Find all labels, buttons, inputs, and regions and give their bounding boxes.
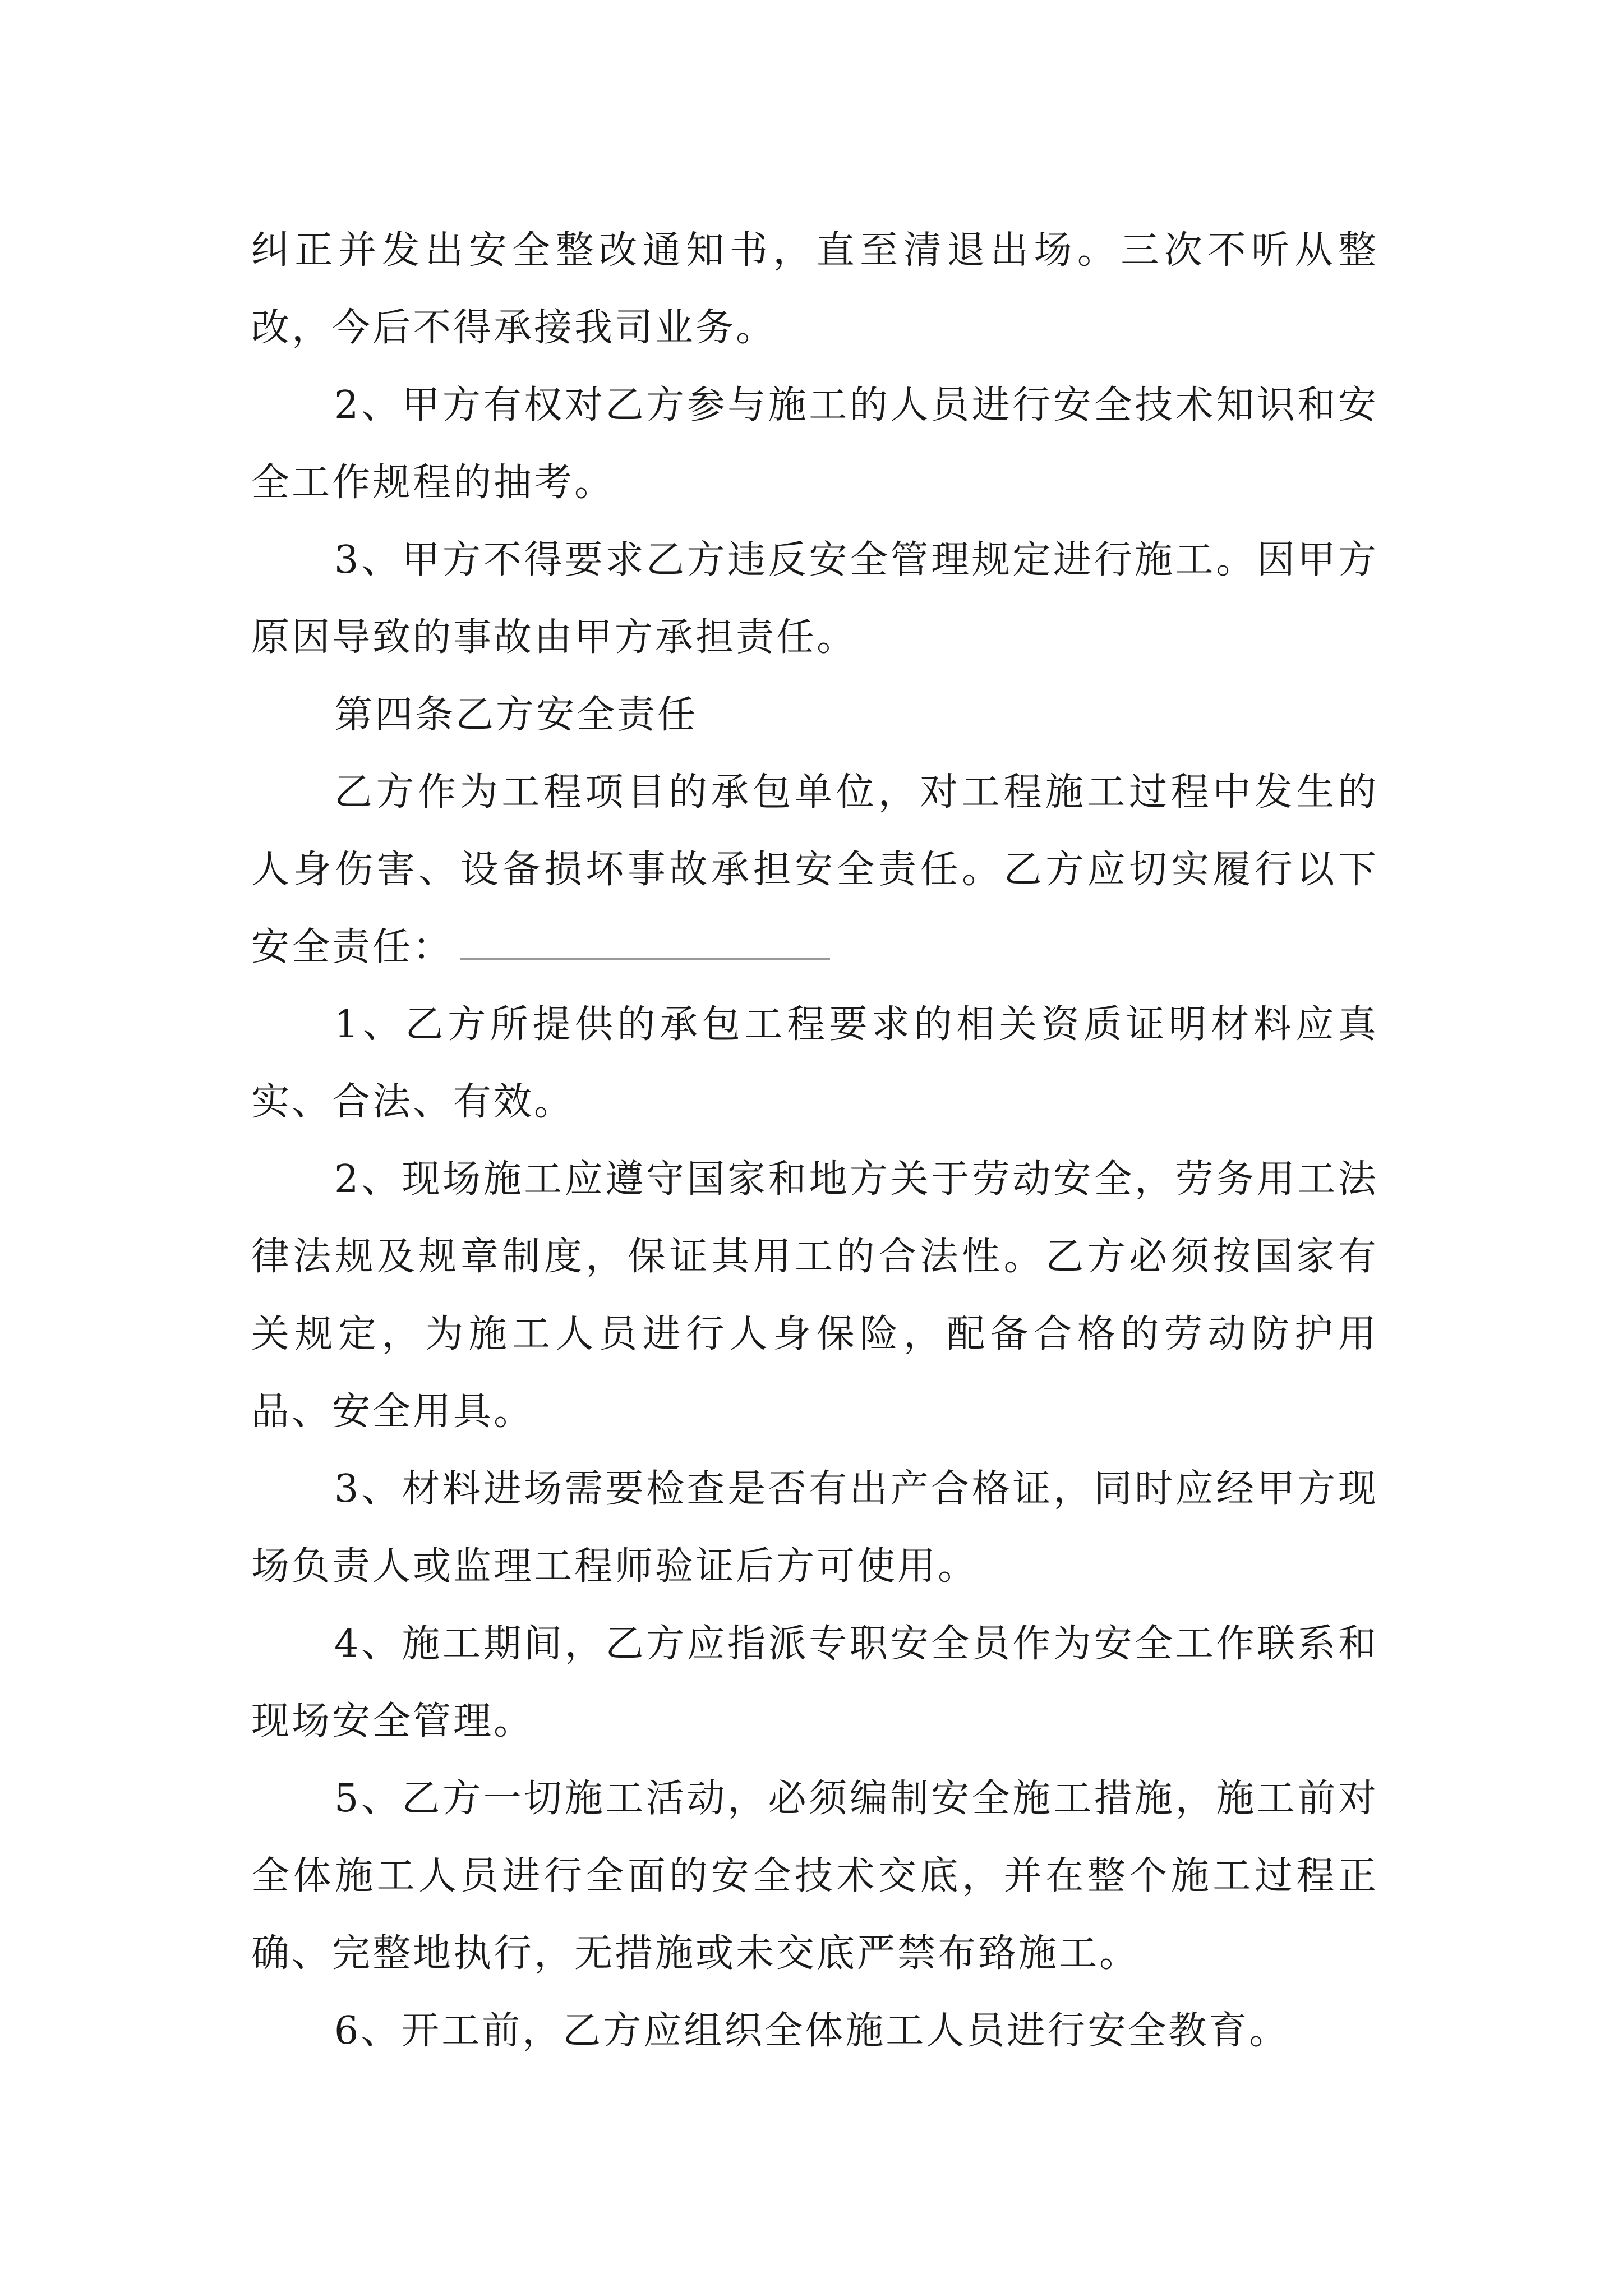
paragraph-party-b-intro-text: 乙方作为工程项目的承包单位，对工程施工过程中发生的人身伤害、设备损坏事故承担安全责任。乙方应切实履行以下安全责任： xyxy=(251,770,1378,969)
paragraph-party-b-item-6: 6、开工前，乙方应组织全体施工人员进行安全教育。 xyxy=(334,2009,1290,2053)
paragraph-party-b-item-3: 3、材料进场需要检查是否有出产合格证，同时应经甲方现场负责人或监理工程师验证后方可使用。 xyxy=(251,1467,1378,1589)
paragraph-party-a-item-2: 2、甲方有权对乙方参与施工的人员进行安全技术知识和安全工作规程的抽考。 xyxy=(251,383,1378,505)
paragraph-party-b-item-5: 5、乙方一切施工活动，必须编制安全施工措施，施工前对全体施工人员进行全面的安全技术交底，并在整个施工过程正确、完整地执行，无措施或未交底严禁布臵施工。 xyxy=(251,1777,1378,1976)
section-heading-article-4: 第四条乙方安全责任 xyxy=(334,693,698,737)
paragraph-party-b-item-1: 1、乙方所提供的承包工程要求的相关资质证明材料应真实、合法、有效。 xyxy=(251,1002,1378,1124)
fill-in-blank-line xyxy=(460,958,830,960)
document-body xyxy=(251,212,1378,2070)
paragraph-party-b-intro xyxy=(251,754,1378,986)
paragraph-party-a-item-3: 3、甲方不得要求乙方违反安全管理规定进行施工。因甲方原因导致的事故由甲方承担责任。 xyxy=(251,538,1378,660)
paragraph-continuation: 纠正并发出安全整改通知书，直至清退出场。三次不听从整改，今后不得承接我司业务。 xyxy=(251,228,1378,350)
paragraph-party-b-item-2: 2、现场施工应遵守国家和地方关于劳动安全，劳务用工法律法规及规章制度，保证其用工的合法性。乙方必须按国家有关规定，为施工人员进行人身保险，配备合格的劳动防护用品、安全用具。 xyxy=(251,1157,1378,1434)
paragraph-party-b-item-4: 4、施工期间，乙方应指派专职安全员作为安全工作联系和现场安全管理。 xyxy=(251,1622,1378,1743)
